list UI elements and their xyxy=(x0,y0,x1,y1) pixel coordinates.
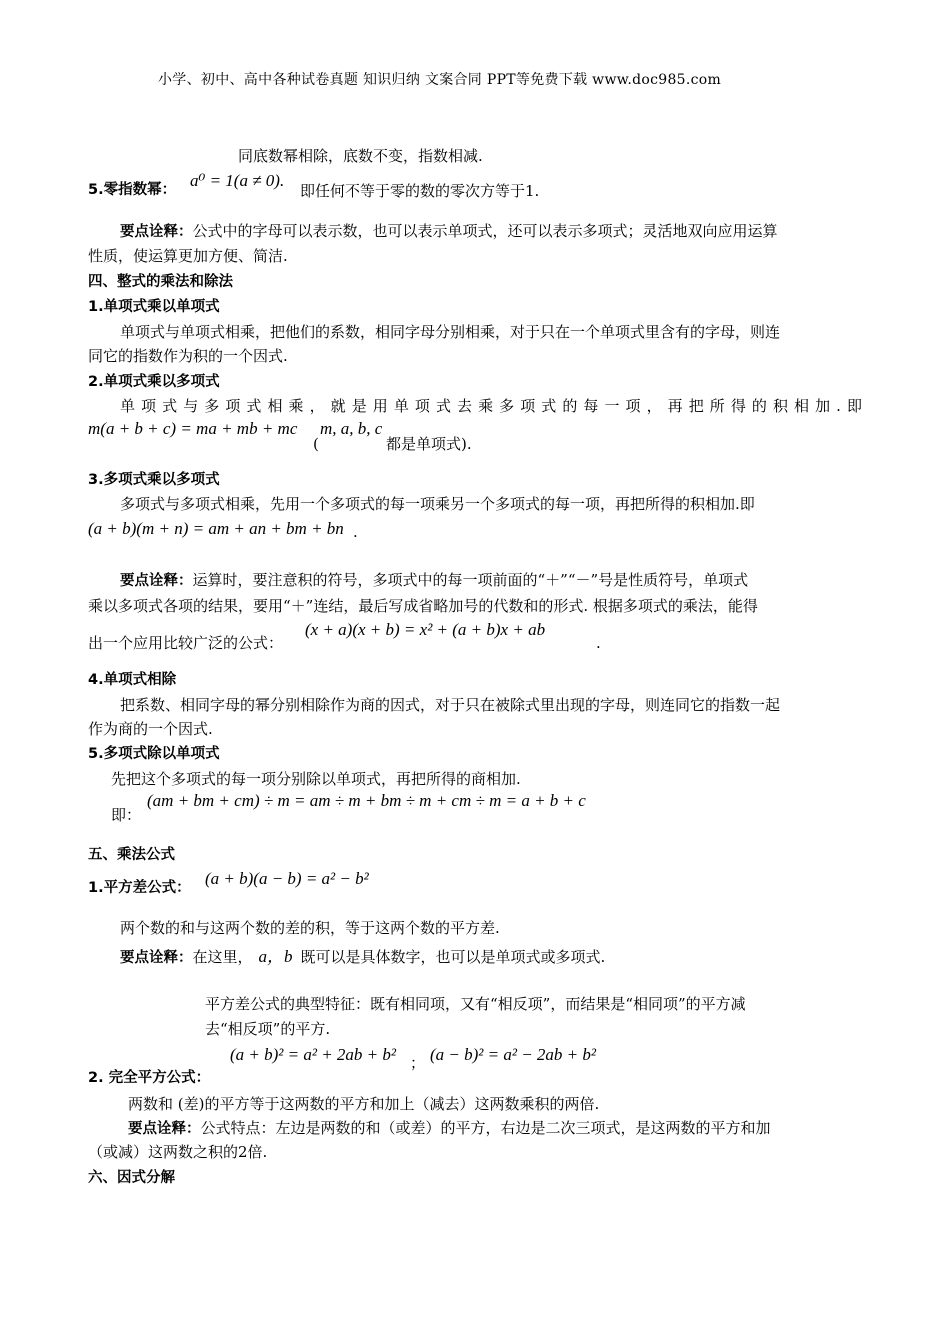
note-text: 既可以是具体数字，也可以是单项式或多项式. xyxy=(300,948,606,966)
section-heading: 1.平方差公式： xyxy=(88,880,191,896)
text-line: 两个数的和与这两个数的差的积，等于这两个数的平方差. xyxy=(120,919,500,937)
separator: ； xyxy=(410,1054,426,1072)
note-text: 公式特点：左边是两数的和（或差）的平方，右边是二次三项式，是这两数的平方和加 xyxy=(200,1119,771,1137)
text-line: 把系数、相同字母的幂分别相除作为商的因式，对于只在被除式里出现的字母，则连同它的指数一起 xyxy=(120,696,781,714)
note-text: 公式中的字母可以表示数，也可以表示单项式，还可以表示多项式；灵活地双向应用运算 xyxy=(192,222,778,240)
text-line: 单项式与单项式相乘，把他们的系数，相同字母分别相乘，对于只在一个单项式里含有的字母，则连 xyxy=(120,323,781,341)
formula: m(a + b + c) = ma + mb + mc xyxy=(88,419,298,438)
text-line: 同底数幂相除，底数不变，指数相减. xyxy=(238,147,483,165)
text-line: 性质，使运算更加方便、简洁. xyxy=(88,247,288,265)
period: . xyxy=(353,523,358,541)
text-line: 乘以多项式各项的结果，要用“＋”连结，最后写成省略加号的代数和的形式. 根据多项式的乘法，能得 xyxy=(88,597,758,615)
note-label: 要点诠释： xyxy=(120,224,193,240)
formula-vars: m, a, b, c xyxy=(320,419,383,438)
text-line: 平方差公式的典型特征：既有相同项，又有“相反项”，而结果是“相同项”的平方减 xyxy=(205,995,746,1013)
period: . xyxy=(596,634,601,652)
text-line: 两数和 (差)的平方等于这两数的平方和加上（减去）这两数乘积的两倍. xyxy=(128,1095,600,1113)
text-line: 都是单项式). xyxy=(386,435,472,453)
section-heading: 4.单项式相除 xyxy=(88,672,177,688)
section-heading: 5.多项式除以单项式 xyxy=(88,746,220,762)
page-header: 小学、初中、高中各种试卷真题 知识归纳 文案合同 PPT等免费下载 www.doc985.com xyxy=(158,72,722,88)
text-line: 去“相反项”的平方. xyxy=(205,1020,331,1038)
text-line: 多项式与多项式相乘，先用一个多项式的每一项乘另一个多项式的每一项，再把所得的积相加.即 xyxy=(120,495,755,513)
note-text: 在这里， xyxy=(192,948,253,966)
note-line xyxy=(120,221,778,242)
formula: a⁰ = 1(a ≠ 0). xyxy=(190,171,285,190)
note-line xyxy=(120,946,605,968)
note-label: 要点诠释： xyxy=(128,1121,201,1137)
text-line: 作为商的一个因式. xyxy=(88,720,213,738)
section-heading: 2.单项式乘以多项式 xyxy=(88,374,220,390)
formula: (a − b)² = a² − 2ab + b² xyxy=(430,1045,596,1064)
note-label: 要点诠释： xyxy=(120,573,193,589)
formula: (a + b)² = a² + 2ab + b² xyxy=(230,1045,396,1064)
paren: ( xyxy=(313,435,319,453)
formula: (a + b)(a − b) = a² − b² xyxy=(205,869,369,888)
text-line: 即： xyxy=(111,806,142,824)
formula: (x + a)(x + b) = x² + (a + b)x + ab xyxy=(305,620,546,639)
text-line: （或减）这两数之积的2倍. xyxy=(88,1143,268,1161)
formula: (am + bm + cm) ÷ m = am ÷ m + bm ÷ m + cm ÷ m = a + b + c xyxy=(147,791,586,810)
section-heading: 2. 完全平方公式： xyxy=(88,1070,211,1086)
text-line: 先把这个多项式的每一项分别除以单项式，再把所得的商相加. xyxy=(111,770,521,788)
section-heading: 5.零指数幂： xyxy=(88,182,177,198)
note-label: 要点诠释： xyxy=(120,950,193,966)
chapter-heading: 六、因式分解 xyxy=(88,1170,175,1186)
section-heading: 1.单项式乘以单项式 xyxy=(88,299,220,315)
text-line: 同它的指数作为积的一个因式. xyxy=(88,347,288,365)
text-line: 单项式与多项式相乘，就是用单项式去乘多项式的每一项，再把所得的积相加.即 xyxy=(120,397,862,415)
section-heading: 3.多项式乘以多项式 xyxy=(88,472,220,488)
note-line xyxy=(120,570,748,591)
chapter-heading: 五、乘法公式 xyxy=(88,847,175,863)
note-line xyxy=(128,1118,771,1139)
chapter-heading: 四、整式的乘法和除法 xyxy=(88,274,233,290)
text-line: 即任何不等于零的数的零次方等于1. xyxy=(300,182,540,200)
text-line: 出一个应用比较广泛的公式： xyxy=(88,634,284,652)
formula-vars: a，b xyxy=(258,947,293,966)
formula: (a + b)(m + n) = am + an + bm + bn xyxy=(88,519,344,538)
note-text: 运算时，要注意积的符号，多项式中的每一项前面的“＋”“－”号是性质符号，单项式 xyxy=(192,571,749,589)
